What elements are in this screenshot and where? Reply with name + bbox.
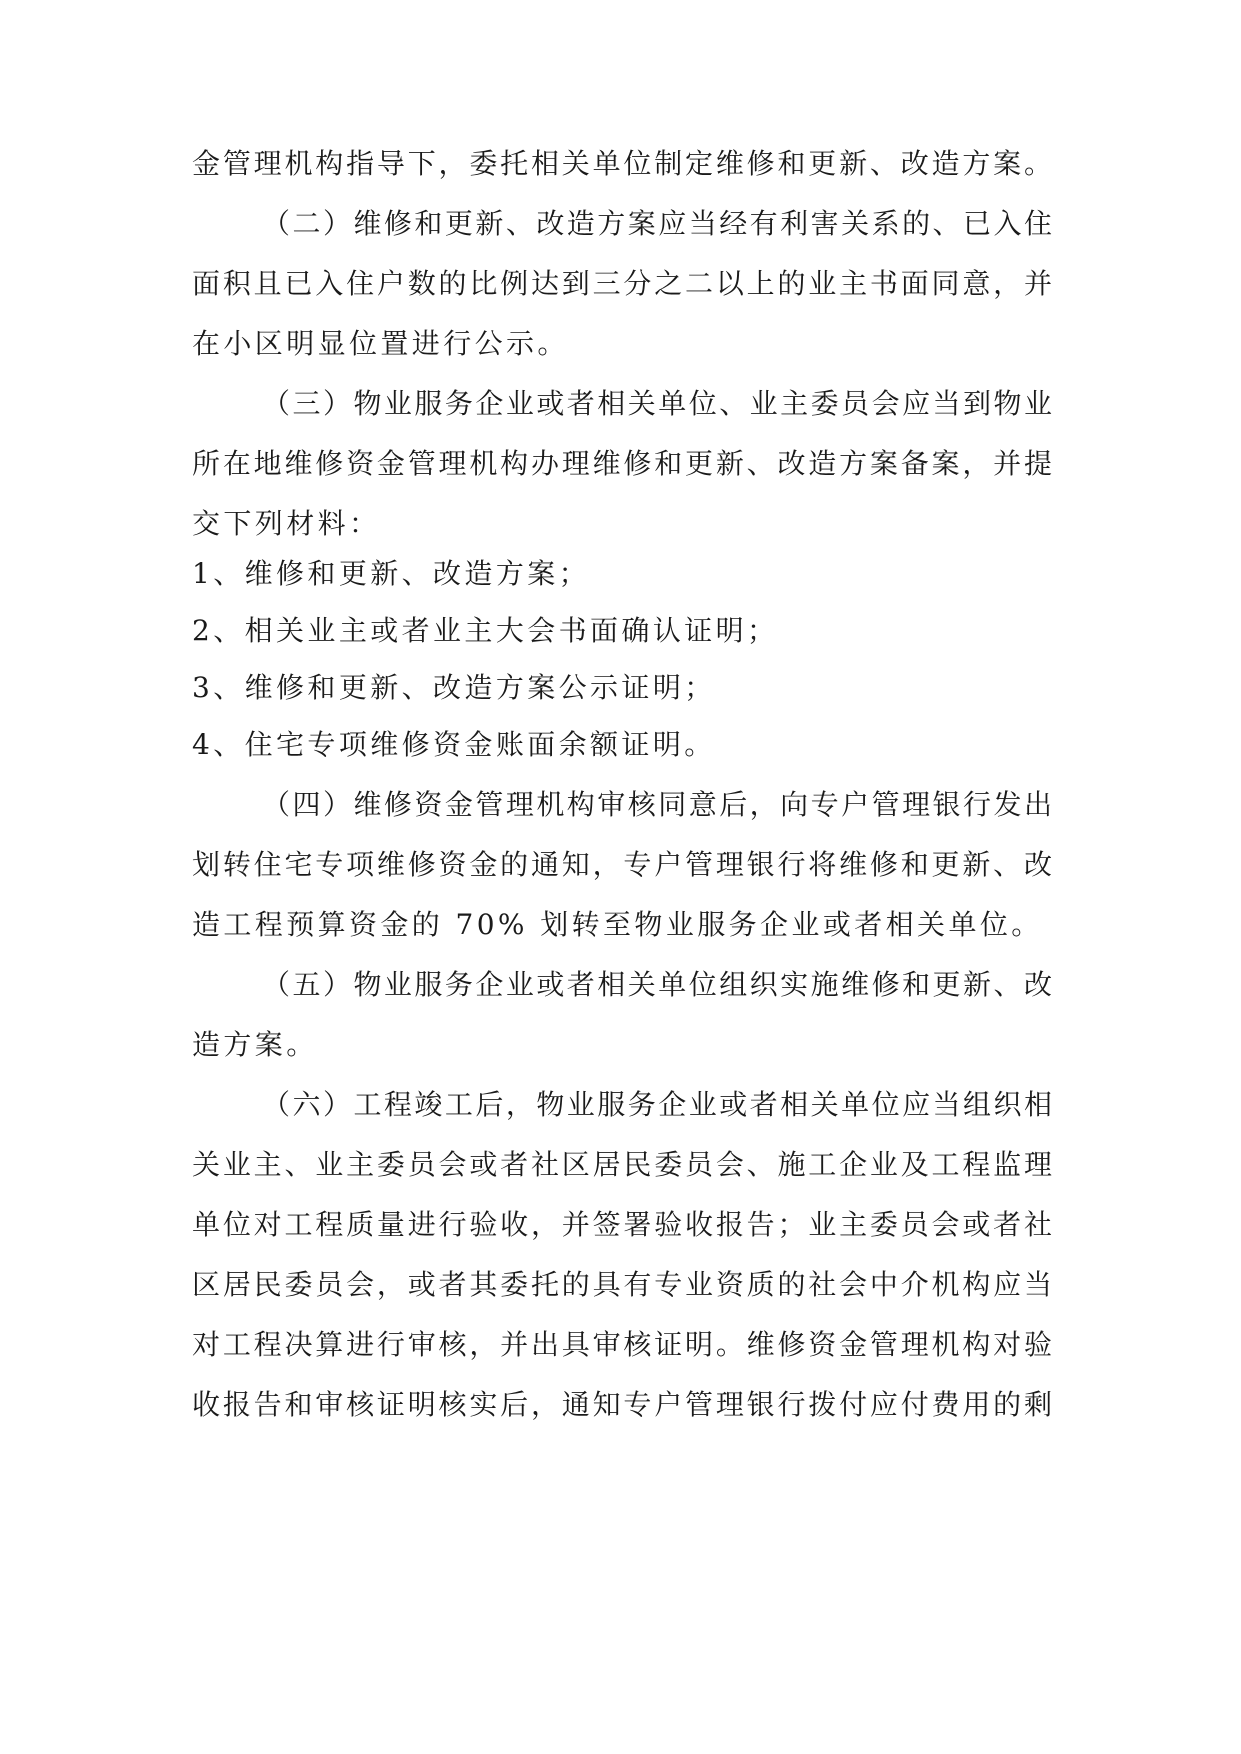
paragraph-5-start: （五）物业服务企业或者相关单位组织实施维修和更新、改: [262, 968, 1052, 1001]
text-line: 关业主、业主委员会或者社区居民委员会、施工企业及工程监理: [192, 1148, 1052, 1181]
text-line: 单位对工程质量进行验收，并签署验收报告；业主委员会或者社: [192, 1208, 1052, 1241]
text-line: 交下列材料：: [192, 507, 381, 540]
text-line: 造方案。: [192, 1028, 318, 1061]
text-line: 面积且已入住户数的比例达到三分之二以上的业主书面同意，并: [192, 267, 1052, 300]
list-item-3: 3、维修和更新、改造方案公示证明；: [192, 671, 716, 704]
text-line: 在小区明显位置进行公示。: [192, 327, 569, 360]
paragraph-2-start: （二）维修和更新、改造方案应当经有利害关系的、已入住: [262, 207, 1052, 240]
text-line: 区居民委员会，或者其委托的具有专业资质的社会中介机构应当: [192, 1268, 1052, 1301]
text-line: 划转住宅专项维修资金的通知，专户管理银行将维修和更新、改: [192, 848, 1052, 881]
paragraph-3-start: （三）物业服务企业或者相关单位、业主委员会应当到物业: [262, 387, 1052, 420]
list-item-1: 1、维修和更新、改造方案；: [192, 557, 591, 590]
text-line: 对工程决算进行审核，并出具审核证明。维修资金管理机构对验: [192, 1328, 1052, 1361]
paragraph-6-start: （六）工程竣工后，物业服务企业或者相关单位应当组织相: [262, 1088, 1052, 1121]
list-item-2: 2、相关业主或者业主大会书面确认证明；: [192, 614, 779, 647]
text-line: 所在地维修资金管理机构办理维修和更新、改造方案备案，并提: [192, 447, 1052, 480]
text-line: 造工程预算资金的 70% 划转至物业服务企业或者相关单位。: [192, 908, 1043, 941]
list-item-4: 4、住宅专项维修资金账面余额证明。: [192, 728, 716, 761]
text-line: 金管理机构指导下，委托相关单位制定维修和更新、改造方案。: [192, 147, 1052, 180]
text-line: 收报告和审核证明核实后，通知专户管理银行拨付应付费用的剩: [192, 1388, 1052, 1421]
paragraph-4-start: （四）维修资金管理机构审核同意后，向专户管理银行发出: [262, 788, 1052, 821]
